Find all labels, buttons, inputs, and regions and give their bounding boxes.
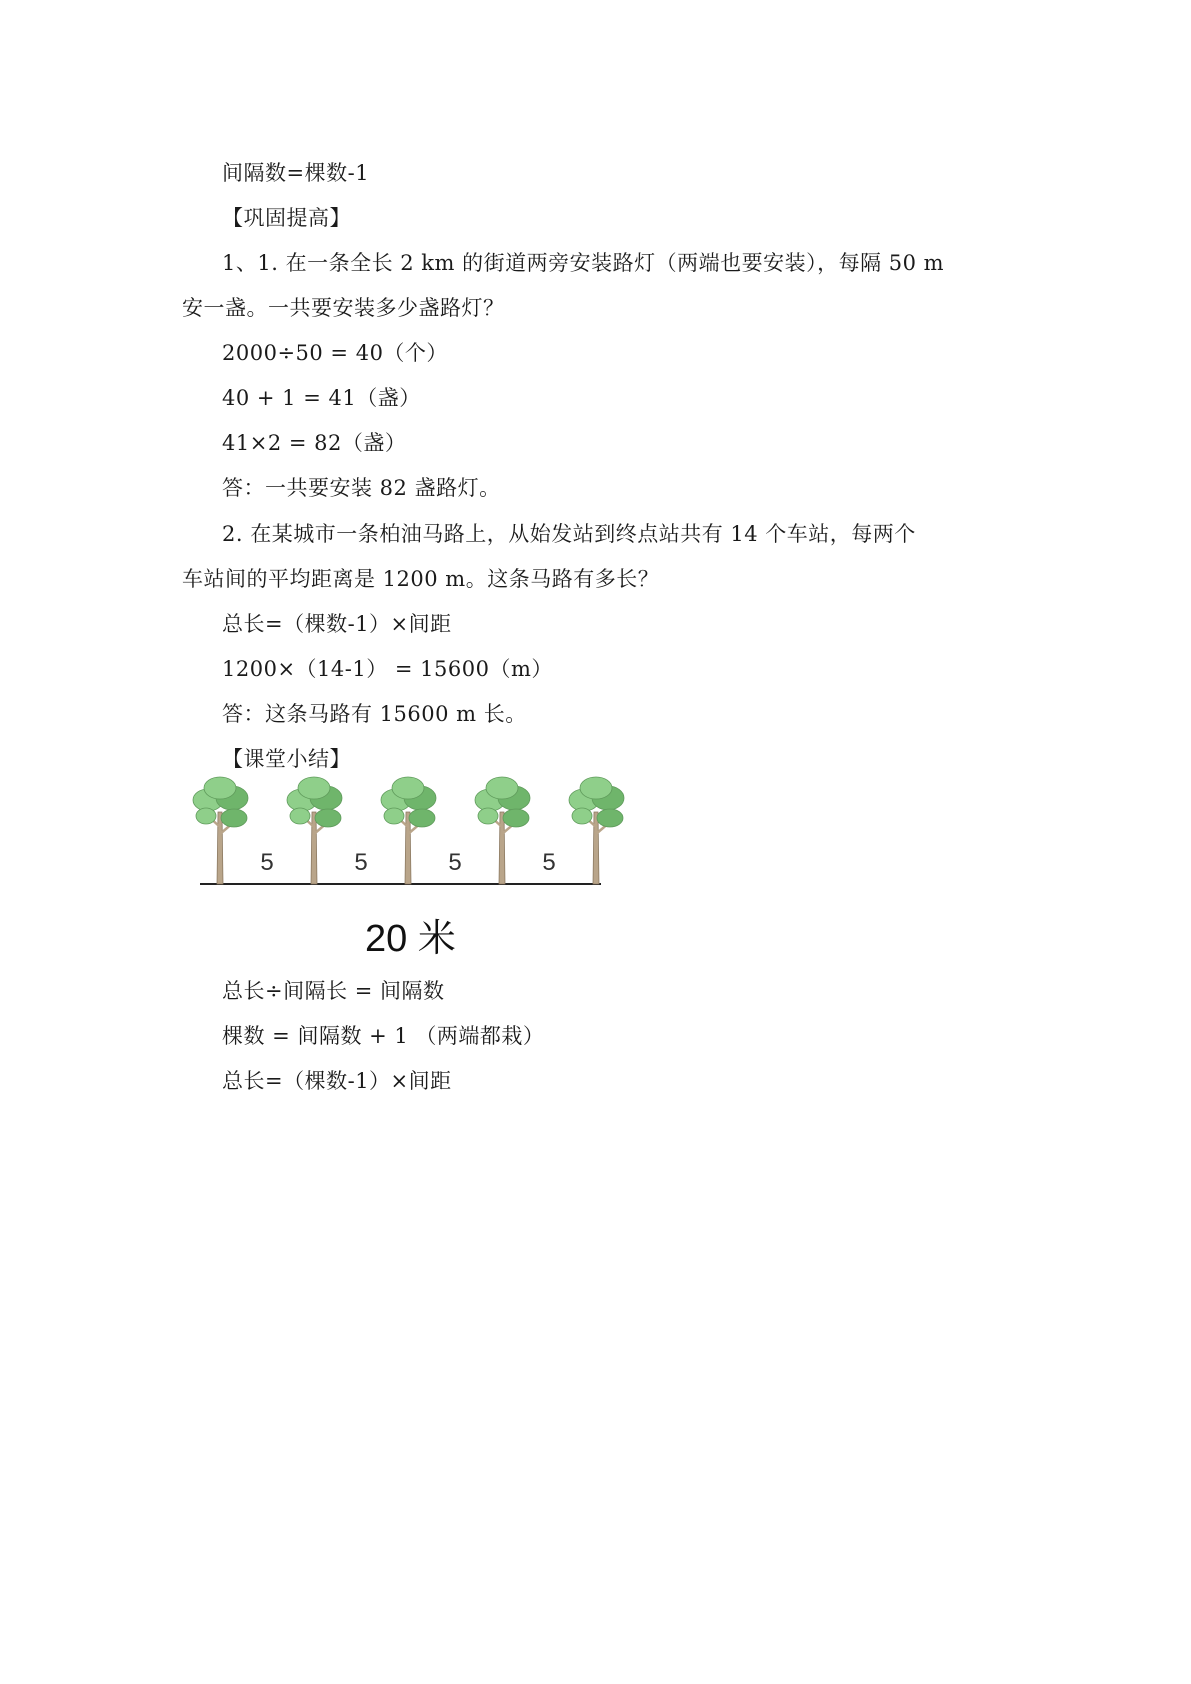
formula-intervals: 间隔数=棵数-1: [222, 161, 370, 185]
tree-icon: [475, 777, 530, 884]
problem-2-step: 1200×（14-1） = 15600（m）: [222, 657, 553, 681]
section-heading-summary: 【课堂小结】: [222, 747, 351, 771]
problem-1-line-2: 安一盏。一共要安装多少盏路灯？: [182, 296, 505, 320]
summary-formula-1: 总长÷间隔长 = 间隔数: [222, 979, 445, 1003]
tree-planting-diagram: [185, 772, 645, 897]
summary-formula-2: 棵数 = 间隔数 + 1 （两端都栽）: [222, 1024, 545, 1048]
tree-icon: [381, 777, 436, 884]
problem-2-line-2: 车站间的平均距离是 1200 m。这条马路有多长？: [182, 567, 660, 591]
tree-icon: [287, 777, 342, 884]
gap-length-label: 5: [542, 849, 556, 876]
tree-icon: [193, 777, 248, 884]
gap-length-label: 5: [354, 849, 368, 876]
problem-2-line-1: 2. 在某城市一条柏油马路上，从始发站到终点站共有 14 个车站，每两个: [222, 522, 916, 546]
gap-length-label: 5: [448, 849, 462, 876]
tree-icon: [569, 777, 624, 884]
problem-1-answer: 答：一共要安装 82 盏路灯。: [222, 476, 501, 500]
problem-1-step-1: 2000÷50 = 40（个）: [222, 341, 448, 365]
summary-formula-3: 总长=（棵数-1）×间距: [222, 1069, 452, 1093]
problem-1-step-3: 41×2 = 82（盏）: [222, 431, 407, 455]
problem-1-step-2: 40 + 1 = 41（盏）: [222, 386, 421, 410]
section-heading-consolidate: 【巩固提高】: [222, 206, 351, 230]
problem-2-formula: 总长=（棵数-1）×间距: [222, 612, 452, 636]
gap-length-label: 5: [260, 849, 274, 876]
problem-2-answer: 答：这条马路有 15600 m 长。: [222, 702, 527, 726]
tree-row-illustration: [185, 772, 645, 897]
problem-1-line-1: 1、1. 在一条全长 2 km 的街道两旁安装路灯（两端也要安装），每隔 50 m: [222, 251, 945, 275]
total-length-label: 20 米: [365, 918, 456, 960]
